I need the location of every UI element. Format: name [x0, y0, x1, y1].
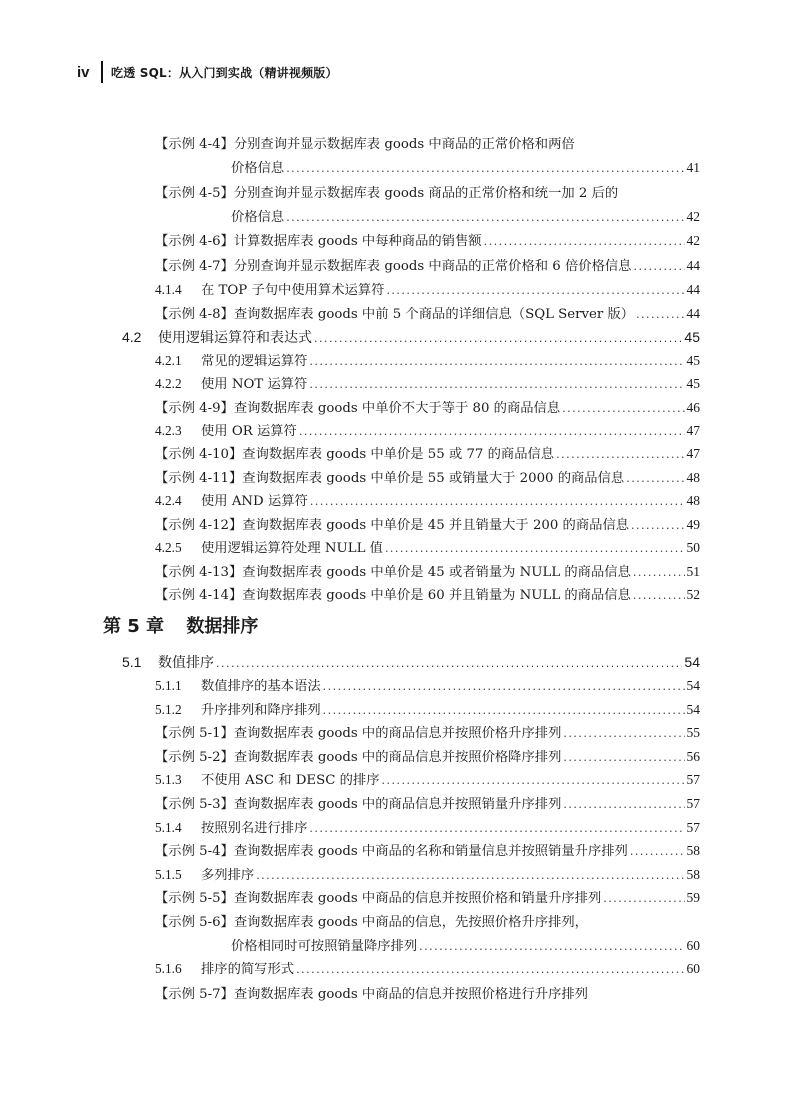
toc-entry-label [155, 793, 561, 812]
toc-entry[interactable] [155, 230, 700, 249]
toc-entry[interactable] [155, 817, 700, 836]
toc-entry[interactable] [155, 699, 700, 718]
toc-entry-label [155, 279, 384, 298]
dot-leader [631, 519, 684, 532]
dot-leader [382, 774, 685, 787]
toc-entry[interactable] [155, 722, 700, 741]
toc-page-number: 44 [686, 258, 700, 273]
dot-leader [484, 235, 685, 248]
toc-entry-label [231, 157, 284, 176]
toc-page-number: 42 [686, 209, 700, 224]
toc-page-number: 54 [686, 702, 700, 717]
toc-page-number: 46 [686, 400, 700, 415]
toc-entry-text: 【示例 4-4】分别查询并显示数据库表 goods 中商品的正常价格和两倍 [155, 137, 575, 152]
toc-entry-text: 【示例 4-10】查询数据库表 goods 中单价是 55 或 77 的商品信息 [155, 447, 555, 462]
dot-leader [633, 589, 685, 602]
dot-leader [556, 448, 684, 461]
toc-entry-label [155, 420, 297, 439]
toc-page-number: 48 [686, 493, 700, 508]
dot-leader [603, 892, 684, 905]
toc-entry-text: 常见的逻辑运算符 [201, 354, 308, 369]
dot-leader [562, 402, 684, 415]
toc-entry[interactable] [231, 157, 700, 176]
toc-entry[interactable] [155, 561, 700, 580]
toc-entry-number: 4.2.2 [155, 376, 182, 391]
toc-entry-text: 使用 NOT 运算符 [201, 377, 308, 392]
toc-entry-label [155, 182, 618, 201]
toc-page-number: 42 [686, 233, 700, 248]
toc-entry-number: 5.1 [122, 654, 142, 670]
toc-entry-text: 数值排序 [158, 655, 214, 671]
dot-leader [309, 355, 684, 368]
toc-entry[interactable] [155, 840, 700, 859]
toc-entry-label [155, 397, 560, 416]
toc-entry-text: 价格相同时可按照销量降序排列 [231, 939, 418, 954]
toc-entry[interactable] [155, 769, 700, 788]
toc-entry-text: 【示例 5-4】查询数据库表 goods 中商品的名称和销量信息并按照销量升序排列 [155, 844, 628, 859]
toc-entry[interactable] [155, 373, 700, 392]
toc-entry[interactable] [155, 350, 700, 369]
toc-entry[interactable] [231, 935, 700, 954]
toc-entry[interactable] [155, 514, 700, 533]
toc-entry-label [155, 911, 588, 930]
running-header [77, 60, 338, 84]
dot-leader [309, 822, 684, 835]
toc-entry[interactable] [155, 443, 700, 462]
chapter-heading [103, 612, 258, 638]
toc-page-number: 57 [686, 820, 700, 835]
toc-entry-label [155, 983, 588, 1002]
toc-entry-number: 4.2 [122, 329, 142, 345]
toc-entry-label [155, 584, 631, 603]
toc-entry-text: 【示例 5-5】查询数据库表 goods 中商品的信息并按照价格和销量升序排列 [155, 891, 602, 906]
toc-entry-label [155, 537, 383, 556]
toc-entry-number: 4.2.3 [155, 423, 182, 438]
toc-entry-label [122, 327, 312, 347]
dot-leader [630, 845, 685, 858]
toc-entry-label [155, 769, 380, 788]
toc-page-number: 47 [686, 446, 700, 461]
dot-leader [310, 495, 685, 508]
toc-entry-label [155, 230, 482, 249]
toc-entry-label [155, 255, 631, 274]
toc-page-number: 60 [686, 961, 700, 976]
dot-leader [286, 162, 684, 175]
dot-leader [309, 378, 684, 391]
toc-page-number: 58 [686, 867, 700, 882]
toc-page-number: 57 [686, 796, 700, 811]
toc-entry-label [155, 373, 307, 392]
dot-leader [636, 308, 684, 321]
dot-leader [563, 727, 684, 740]
toc-entry[interactable] [155, 537, 700, 556]
toc-entry-label [155, 675, 321, 694]
toc-entry-label [155, 490, 308, 509]
toc-entry-text: 【示例 4-6】计算数据库表 goods 中每种商品的销售额 [155, 234, 482, 249]
toc-entry-text: 【示例 5-7】查询数据库表 goods 中商品的信息并按照价格进行升序排列 [155, 987, 588, 1002]
dot-leader [385, 542, 685, 555]
toc-entry-text: 价格信息 [231, 210, 285, 225]
toc-entry-text: 价格信息 [231, 161, 285, 176]
toc-entry-text: 【示例 4-14】查询数据库表 goods 中单价是 60 并且销量为 NULL 的商品信息 [155, 588, 631, 603]
toc-page-number: 48 [686, 470, 700, 485]
toc-page-number: 44 [686, 306, 700, 321]
toc-page-number: 45 [686, 376, 700, 391]
toc-entry-text: 【示例 5-6】查询数据库表 goods 中商品的信息，先按照价格升序排列， [155, 915, 588, 930]
book-title: 吃透 SQL：从入门到实战（精讲视频版） [111, 65, 338, 80]
toc-entry-label [155, 514, 629, 533]
toc-entry-text: 【示例 5-2】查询数据库表 goods 中的商品信息并按照价格降序排列 [155, 750, 562, 765]
toc-entry-number: 5.1.2 [155, 702, 182, 717]
dot-leader [633, 566, 685, 579]
toc-entry-label [155, 443, 554, 462]
toc-entry[interactable] [155, 793, 700, 812]
toc-entry[interactable] [155, 864, 700, 883]
toc-entry-label [122, 652, 214, 672]
toc-entry-label [155, 561, 631, 580]
toc-page-number: 45 [684, 329, 700, 345]
toc-entry-label [155, 817, 307, 836]
dot-leader [563, 751, 684, 764]
toc-entry-text: 使用逻辑运算符和表达式 [158, 330, 312, 346]
toc-entry-text: 排序的简写形式 [201, 962, 295, 977]
toc-entry-number: 5.1.1 [155, 678, 182, 693]
toc-entry[interactable] [155, 584, 700, 603]
toc-entry-number: 4.1.4 [155, 282, 182, 297]
toc-entry-label [155, 303, 634, 322]
toc-page-number: 54 [686, 678, 700, 693]
toc-page-number: 49 [686, 517, 700, 532]
toc-entry[interactable] [155, 255, 700, 274]
dot-leader [314, 332, 682, 345]
toc-page-number: 41 [686, 160, 700, 175]
chapter-title: 数据排序 [186, 616, 259, 637]
toc-entry-label [155, 722, 561, 741]
toc-page-number: 54 [684, 654, 700, 670]
toc-entry-text: 【示例 4-8】查询数据库表 goods 中前 5 个商品的详细信息（SQL Server 版） [155, 307, 635, 322]
header-divider [101, 61, 103, 83]
toc-entry-text: 多列排序 [201, 868, 255, 883]
toc-entry[interactable] [155, 746, 700, 765]
toc-page-number: 57 [686, 772, 700, 787]
toc-page-number: 52 [686, 587, 700, 602]
toc-entry-label [155, 840, 628, 859]
toc-page-number: 51 [686, 564, 700, 579]
toc-entry-text: 按照别名进行排序 [201, 821, 308, 836]
toc-entry[interactable] [155, 887, 700, 906]
toc-entry-label [155, 699, 321, 718]
toc-page-number: 59 [686, 890, 700, 905]
toc-entry-label [155, 350, 307, 369]
toc-entry-number: 4.2.5 [155, 540, 182, 555]
toc-entry-number: 4.2.1 [155, 353, 182, 368]
toc-page-number: 60 [686, 938, 700, 953]
toc-entry-text: 【示例 4-11】查询数据库表 goods 中单价是 55 或销量大于 2000 的商品信息 [155, 471, 625, 486]
toc-page-number: 56 [686, 749, 700, 764]
toc-entry-label [155, 133, 575, 152]
toc-entry-number: 4.2.4 [155, 493, 182, 508]
toc-entry-text: 【示例 5-3】查询数据库表 goods 中的商品信息并按照销量升序排列 [155, 797, 562, 812]
toc-entry-label [155, 746, 561, 765]
toc-entry-label [155, 864, 254, 883]
toc-entry-text: 使用 OR 运算符 [201, 424, 297, 439]
toc-entry[interactable] [155, 420, 700, 439]
chapter-number: 第 5 章 [103, 616, 165, 637]
dot-leader [323, 704, 685, 717]
toc-entry-text: 数值排序的基本语法 [201, 679, 321, 694]
toc-page-number: 47 [686, 423, 700, 438]
toc-entry-label [155, 887, 601, 906]
toc-entry[interactable] [155, 303, 700, 322]
dot-leader [563, 798, 684, 811]
dot-leader [296, 963, 684, 976]
toc-entry-label [231, 206, 284, 225]
toc-page-number: 45 [686, 353, 700, 368]
toc-entry[interactable] [155, 397, 700, 416]
toc-entry-text: 【示例 4-5】分别查询并显示数据库表 goods 商品的正常价格和统一加 2 后的 [155, 186, 619, 201]
toc-page-number: 50 [686, 540, 700, 555]
toc-entry-text: 使用 AND 运算符 [201, 494, 308, 509]
toc-entry-number: 5.1.4 [155, 820, 182, 835]
toc-entry[interactable] [155, 467, 700, 486]
toc-entry[interactable] [155, 133, 700, 152]
toc-entry[interactable] [122, 652, 700, 672]
toc-page-number: 58 [686, 843, 700, 858]
toc-entry-text: 【示例 4-7】分别查询并显示数据库表 goods 中商品的正常价格和 6 倍价格信息 [155, 259, 632, 274]
toc-entry-text: 【示例 4-13】查询数据库表 goods 中单价是 45 或者销量为 NULL 的商品信息 [155, 565, 631, 580]
toc-entry-label [155, 958, 294, 977]
toc-entry[interactable] [155, 490, 700, 509]
toc-entry-text: 【示例 4-12】查询数据库表 goods 中单价是 45 并且销量大于 200 的商品信息 [155, 518, 630, 533]
toc-entry[interactable] [155, 911, 700, 930]
toc-entry-text: 在 TOP 子句中使用算术运算符 [201, 283, 385, 298]
toc-entry-text: 升序排列和降序排列 [201, 703, 321, 718]
toc-entry[interactable] [231, 206, 700, 225]
dot-leader [633, 260, 684, 273]
toc-entry[interactable] [155, 675, 700, 694]
toc-entry-number: 5.1.5 [155, 867, 182, 882]
dot-leader [256, 869, 684, 882]
dot-leader [216, 657, 682, 670]
dot-leader [626, 472, 684, 485]
dot-leader [286, 211, 684, 224]
toc-entry[interactable] [155, 958, 700, 977]
toc-entry-text: 不使用 ASC 和 DESC 的排序 [201, 773, 380, 788]
dot-leader [419, 940, 684, 953]
dot-leader [386, 284, 684, 297]
toc-entry[interactable] [122, 327, 700, 347]
toc-entry-label [231, 935, 417, 954]
toc-entry-number: 5.1.3 [155, 772, 182, 787]
toc-entry-label [155, 467, 624, 486]
toc-entry-number: 5.1.6 [155, 961, 182, 976]
toc-entry-text: 【示例 4-9】查询数据库表 goods 中单价不大于等于 80 的商品信息 [155, 401, 561, 416]
dot-leader [299, 425, 685, 438]
toc-entry-text: 使用逻辑运算符处理 NULL 值 [201, 541, 383, 556]
toc-entry-text: 【示例 5-1】查询数据库表 goods 中的商品信息并按照价格升序排列 [155, 726, 562, 741]
toc-page-number: 55 [686, 725, 700, 740]
page-number: iv [77, 63, 90, 81]
toc-entry[interactable] [155, 279, 700, 298]
toc-page-number: 44 [686, 282, 700, 297]
dot-leader [323, 680, 685, 693]
toc-entry[interactable] [155, 983, 700, 1002]
toc-entry[interactable] [155, 182, 700, 201]
